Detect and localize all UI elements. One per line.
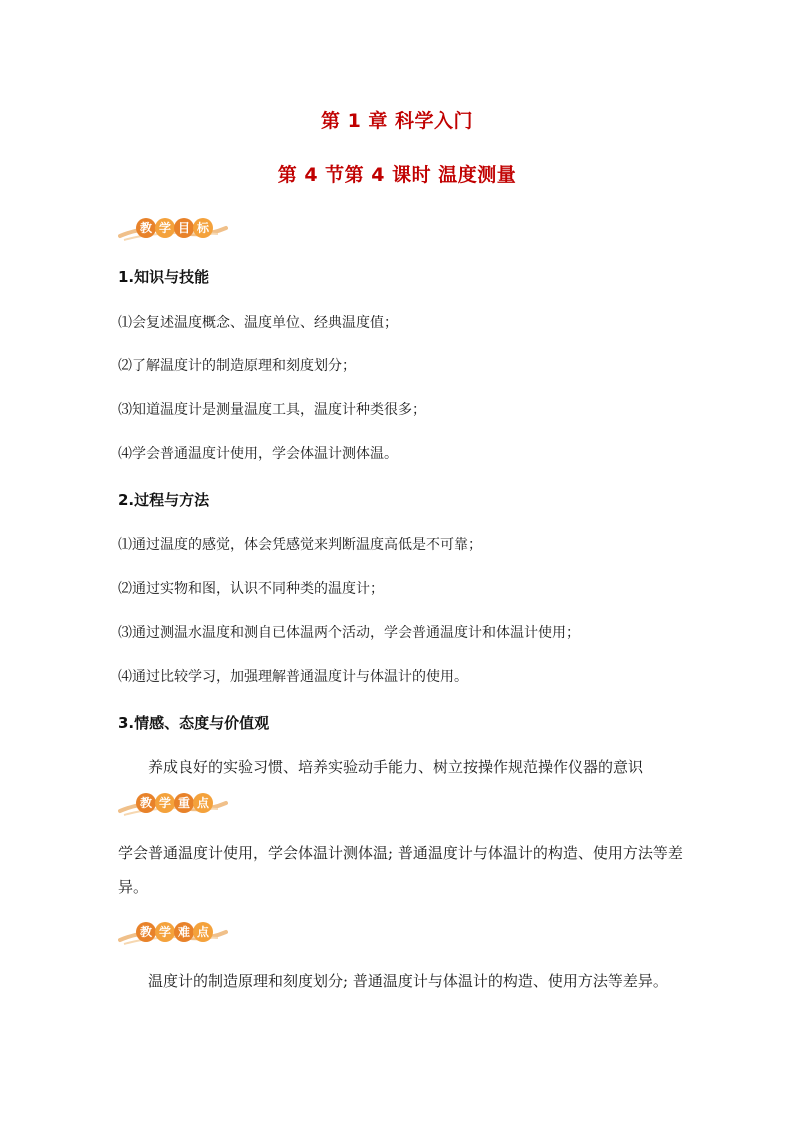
difficulties-text: 温度计的制造原理和刻度划分; 普通温度计与体温计的构造、使用方法等差异。 (148, 972, 668, 990)
knowledge-item: ⑴会复述温度概念、温度单位、经典温度值； (118, 315, 398, 331)
process-item: ⑵通过实物和图，认识不同种类的温度计； (118, 581, 384, 597)
knowledge-heading: 1.知识与技能 (118, 268, 210, 286)
process-heading: 2.过程与方法 (118, 491, 210, 509)
process-item: ⑷通过比较学习，加强理解普通温度计与体温计的使用。 (118, 669, 468, 685)
badge-char: 目 (174, 218, 194, 238)
badge-char: 教 (136, 922, 156, 942)
badge-char: 重 (174, 793, 194, 813)
key-points-text: 学会普通温度计使用，学会体温计测体温; 普通温度计与体温计的构造、使用方法等差异。 (118, 844, 683, 896)
badge-char: 教 (136, 793, 156, 813)
knowledge-item: ⑵了解温度计的制造原理和刻度划分； (118, 358, 356, 374)
objectives-badge (118, 214, 228, 244)
badge-char: 标 (193, 218, 213, 238)
emotion-text: 养成良好的实验习惯、培养实验动手能力、树立按操作规范操作仪器的意识 (148, 758, 644, 776)
badge-char: 点 (193, 793, 213, 813)
knowledge-item: ⑷学会普通温度计使用，学会体温计测体温。 (118, 446, 398, 462)
process-item: ⑶通过测温水温度和测自已体温两个活动，学会普通温度计和体温计使用； (118, 625, 580, 641)
badge-char: 难 (174, 922, 194, 942)
badge-char: 教 (136, 218, 156, 238)
badge-char: 点 (193, 922, 213, 942)
chapter-title: 第 1 章 科学入门 (320, 110, 474, 132)
knowledge-item: ⑶知道温度计是测量温度工具，温度计种类很多； (118, 402, 426, 418)
key-points-badge (118, 789, 228, 819)
process-item: ⑴通过温度的感觉，体会凭感觉来判断温度高低是不可靠； (118, 537, 482, 553)
emotion-heading: 3.情感、态度与价值观 (118, 714, 270, 732)
badge-char: 学 (155, 922, 175, 942)
badge-char: 学 (155, 793, 175, 813)
badge-char: 学 (155, 218, 175, 238)
section-title: 第 4 节第 4 课时 温度测量 (277, 164, 517, 186)
difficulties-badge (118, 918, 228, 948)
